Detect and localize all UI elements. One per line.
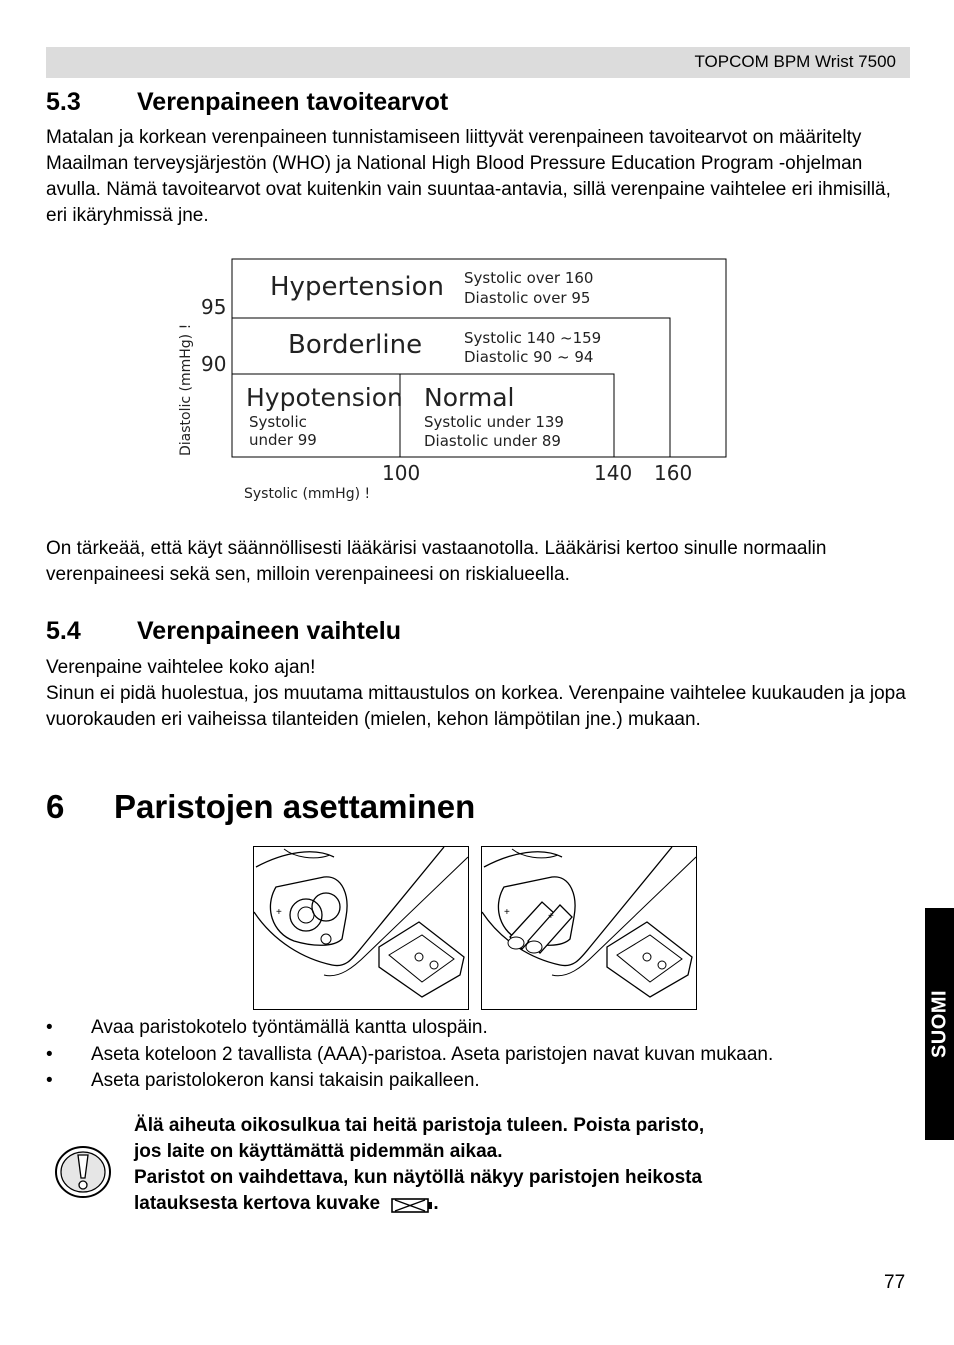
hypertension-label: Hypertension xyxy=(270,272,444,302)
bullet-symbol: • xyxy=(46,1070,53,1091)
warning-line: Älä aiheuta oikosulkua tai heitä paristoja tuleen. Poista paristo, xyxy=(134,1115,705,1136)
blood-pressure-chart xyxy=(170,252,740,514)
list-item-text: Aseta paristolokeron kansi takaisin paikalleen. xyxy=(91,1070,480,1091)
y-axis-label: Diastolic (mmHg) ! xyxy=(178,323,194,456)
section-number: 5.4 xyxy=(46,617,81,645)
borderline-label: Borderline xyxy=(288,330,423,360)
list-item-text: Avaa paristokotelo työntämällä kantta ulospäin. xyxy=(91,1017,488,1038)
list-item xyxy=(46,1015,773,1042)
section-title: Verenpaineen vaihtelu xyxy=(137,617,401,645)
svg-text:+: + xyxy=(276,907,282,918)
header-title: TOPCOM BPM Wrist 7500 xyxy=(694,52,896,71)
y-tick-95: 95 xyxy=(201,295,227,319)
language-tab xyxy=(925,908,954,1140)
svg-text:+: + xyxy=(504,907,510,918)
bullet-symbol: • xyxy=(46,1017,53,1038)
warning-line: Paristot on vaihdettava, kun näytöllä näkyy paristojen heikosta xyxy=(134,1167,703,1188)
normal-label: Normal xyxy=(424,383,515,412)
hypotension-line2: under 99 xyxy=(249,431,317,449)
bullet-symbol: • xyxy=(46,1043,53,1065)
chapter-number: 6 xyxy=(46,788,65,825)
x-tick-100: 100 xyxy=(382,461,421,485)
warning-line: jos laite on käyttämättä pidemmän aikaa. xyxy=(134,1141,503,1162)
normal-line1: Systolic under 139 xyxy=(424,413,564,431)
y-tick-90: 90 xyxy=(201,352,227,376)
warning-line-end: . xyxy=(433,1193,439,1214)
hypotension-line1: Systolic xyxy=(249,413,307,431)
section-5-3-paragraph: Matalan ja korkean verenpaineen tunnistamiseen liittyvät verenpaineen tavoitearvot on määritelty Maailman terveysjärjestön (WHO) ja National High Blood Pressure Education Program -ohjelman avulla. Nämä tavoitearvot ovat kuitenkin vain suuntaa-antavia, sillä verenpaine vaihtelee eri ihmisillä, eri ikäryhmissä jne. xyxy=(46,127,891,226)
chapter-6-heading xyxy=(46,788,475,826)
section-5-4-line1: Verenpaine vaihtelee koko ajan! xyxy=(46,657,316,678)
page-number: 77 xyxy=(884,1272,906,1293)
warning-line-text: latauksesta kertova kuvake xyxy=(134,1193,381,1214)
hypotension-label: Hypotension xyxy=(246,383,403,412)
section-5-4-heading xyxy=(46,617,401,646)
list-item-text: Aseta koteloon 2 tavallista (AAA)-paristoa. Aseta paristojen navat kuvan mukaan. xyxy=(91,1043,774,1065)
section-5-4-paragraph: Sinun ei pidä huolestua, jos muutama mittaustulos on korkea. Verenpaine vaihtelee kuukauden ja jopa vuorokauden eri vaiheissa tilanteiden (mielen, kehon lämpötilan jne.) mukaan. xyxy=(46,683,906,730)
x-tick-160: 160 xyxy=(654,461,693,485)
battery-instructions-list xyxy=(46,1015,773,1095)
battery-compartment-inserted-image xyxy=(481,846,697,1010)
hypertension-line2: Diastolic over 95 xyxy=(464,289,591,307)
borderline-line2: Diastolic 90 ~ 94 xyxy=(464,348,594,366)
warning-text xyxy=(134,1113,824,1217)
section-number: 5.3 xyxy=(46,88,81,116)
hypertension-line1: Systolic over 160 xyxy=(464,269,594,287)
normal-line2: Diastolic under 89 xyxy=(424,432,561,450)
warning-line xyxy=(134,1191,824,1217)
chapter-title: Paristojen asettaminen xyxy=(114,788,476,825)
x-tick-140: 140 xyxy=(594,461,633,485)
section-5-3-heading xyxy=(46,88,448,117)
header-bar xyxy=(46,47,910,78)
svg-text:+: + xyxy=(548,911,554,922)
list-item xyxy=(46,1042,773,1069)
section-title: Verenpaineen tavoitearvot xyxy=(137,88,449,116)
borderline-line1: Systolic 140 ~159 xyxy=(464,329,602,347)
language-tab-label: SUOMI xyxy=(928,989,950,1059)
low-battery-icon xyxy=(391,1197,433,1213)
warning-icon xyxy=(54,1145,112,1199)
paragraph-after-chart: On tärkeää, että käyt säännöllisesti lääkärisi vastaanotolla. Lääkärisi kertoo sinulle normaalin verenpaineesi sekä sen, milloin verenpaineesi on riskialueella. xyxy=(46,538,827,585)
battery-compartment-open-image xyxy=(253,846,469,1010)
x-axis-label: Systolic (mmHg) ! xyxy=(244,486,371,502)
list-item xyxy=(46,1068,773,1095)
